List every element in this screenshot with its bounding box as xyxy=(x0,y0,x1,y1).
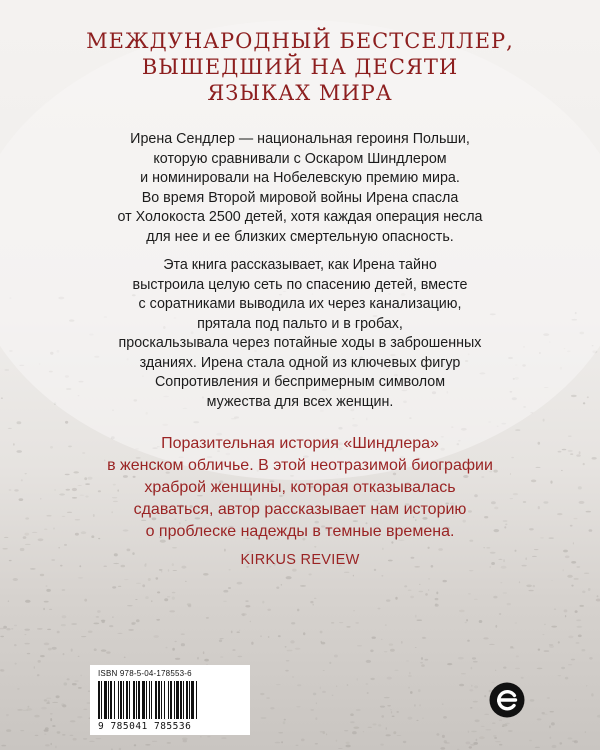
synopsis-paragraph-1 xyxy=(60,130,540,247)
headline-line-1: МЕЖДУНАРОДНЫЙ БЕСТСЕЛЛЕР, xyxy=(86,29,514,53)
quote-line: Поразительная история «Шиндлера» xyxy=(161,435,439,452)
text-line: Эта книга рассказывает, как Ирена тайно xyxy=(163,257,437,273)
quote-line: о проблеске надежды в темные времена. xyxy=(145,523,455,540)
quote-line: храброй женщины, которая отказывалась xyxy=(144,479,456,496)
headline xyxy=(20,28,580,106)
text-line: прятала под пальто и в гробах, xyxy=(197,315,403,332)
text-line: Ирена Сендлер — национальная героиня Польши, xyxy=(130,131,470,147)
quote-line: сдаваться, автор рассказывает нам историю xyxy=(133,501,467,518)
text-line: проскальзывала через потайные ходы в заброшенных xyxy=(118,335,482,351)
ean-number: 9 785041 785536 xyxy=(98,721,192,732)
text-line: Во время Второй мировой войны Ирена спасла xyxy=(141,189,459,206)
synopsis-paragraph-2 xyxy=(60,256,540,412)
review-quote xyxy=(40,433,560,543)
quote-line: в женском обличье. В этой неотразимой биографии xyxy=(107,457,493,474)
text-line: мужества для всех женщин. xyxy=(206,393,394,410)
quote-source: KIRKUS REVIEW xyxy=(240,552,360,568)
headline-line-3: ЯЗЫКАХ МИРА xyxy=(207,81,393,105)
publisher-logo-icon xyxy=(488,681,526,719)
isbn-barcode xyxy=(90,665,250,735)
text-line: выстроила целую сеть по спасению детей, вместе xyxy=(132,276,468,293)
text-line: Сопротивления и беспримерным символом xyxy=(154,374,446,390)
text-line: для нее и ее близких смертельную опасность. xyxy=(146,228,454,245)
text-line: зданиях. Ирена стала одной из ключевых фигур xyxy=(139,354,461,371)
text-line: которую сравнивали с Оскаром Шиндлером xyxy=(153,150,447,167)
text-line: и номинировали на Нобелевскую премию мира. xyxy=(140,170,460,186)
text-line: от Холокоста 2500 детей, хотя каждая операция несла xyxy=(117,209,483,225)
headline-line-2: ВЫШЕДШИЙ НА ДЕСЯТИ xyxy=(141,55,459,79)
text-line: с соратниками выводила их через канализацию, xyxy=(138,296,462,312)
barcode-bars xyxy=(96,681,244,721)
isbn-label: ISBN 978-5-04-178553-6 xyxy=(98,669,192,678)
